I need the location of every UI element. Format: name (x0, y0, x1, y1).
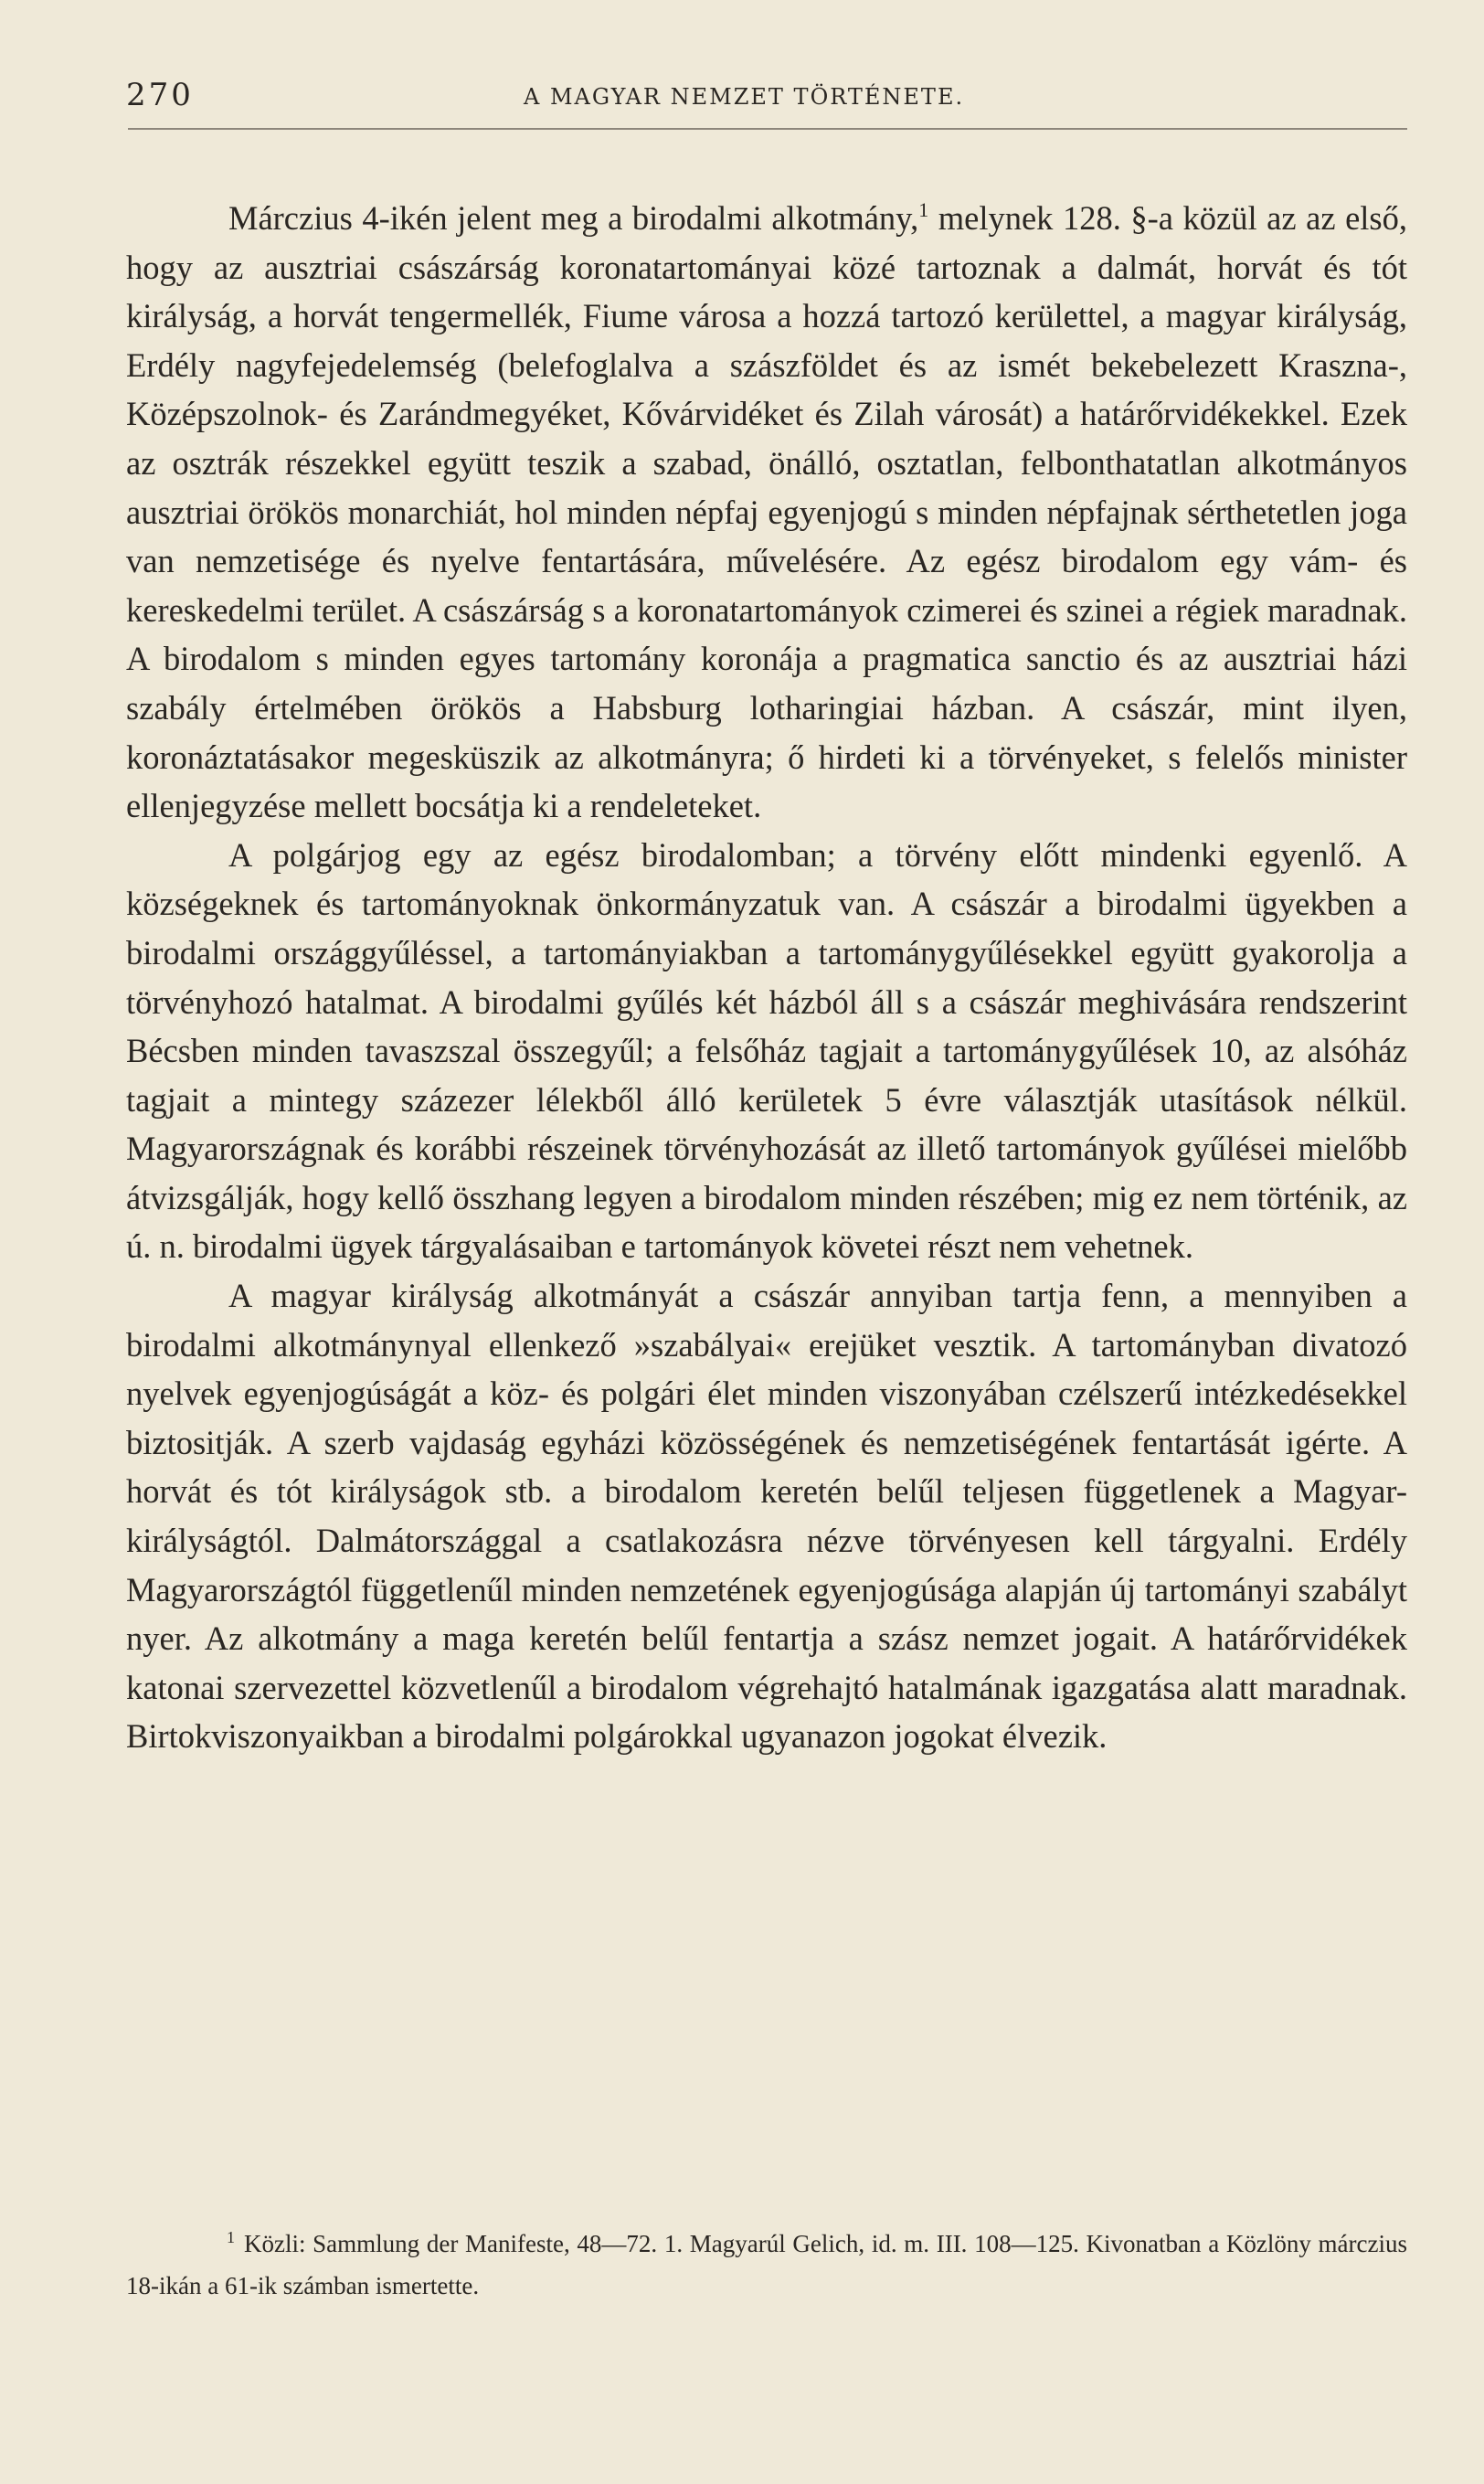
page-header (126, 77, 1405, 122)
footnote-reference: 1 (918, 198, 929, 221)
paragraph-text: Márczius 4-ikén jelent meg a birodalmi alkotmány, (228, 199, 919, 237)
paragraph: A magyar királyság alkotmányát a császár annyiban tartja fenn, a mennyiben a birodalmi alkotmánynyal ellenkező »szabályai« erejüket vesztik. A tartományban divatozó nyelvek egyenjogúságát a köz- és polgári élet minden viszonyában czélszerű intézkedésekkel biztositják. A szerb vajdaság egyházi közösségének és nemzetiségének fentartását igérte. A horvát és tót királyságok stb. a birodalom keretén belűl teljesen függetlenek a Magyar-királyságtól. Dalmátországgal a csatlakozásra nézve törvényesen kell tárgyalni. Erdély Magyarországtól függetlenűl minden nemzetének egyenjogúsága alapján új tartományi szabályt nyer. Az alkotmány a maga keretén belűl fentartja a szász nemzet jogait. A határőrvidékek katonai szervezettel közvetlenűl a birodalom végrehajtó hatalmának igazgatása alatt maradnak. Birtokviszonyaikban a birodalmi polgárokkal ugyanazon jogokat élvezik. (126, 1277, 1407, 1756)
body-text (126, 194, 1407, 1761)
page-number: 270 (126, 77, 194, 113)
footnote-text: Közli: Sammlung der Manifeste, 48—72. 1. Magyarúl Gelich, id. m. III. 108—125. Kivonatban a Közlöny márczius 18-ikán a 61-ik számban ismertette. (126, 2230, 1407, 2299)
running-title: A MAGYAR NEMZET TÖRTÉNETE. (524, 84, 965, 110)
footnotes (126, 2223, 1407, 2307)
paragraph (126, 194, 1407, 831)
footnote (126, 2223, 1407, 2307)
paragraph: A polgárjog egy az egész birodalomban; a törvény előtt mindenki egyenlő. A községeknek és tartományoknak önkormányzatuk van. A császár a birodalmi ügyekben a birodalmi országgyűléssel, a tartományiakban a tartománygyűlésekkel együtt gyakorolja a törvényhozó hatalmat. A birodalmi gyűlés két házból áll s a császár meghivására rendszerint Bécsben minden tavaszszal összegyűl; a felsőház tagjait a tartománygyűlések 10, az alsóház tagjait a mintegy százezer lélekből álló kerületek 5 évre választják utasítások nélkül. Magyarországnak és korábbi részeinek törvényhozását az illető tartományok gyűlései mielőbb átvizsgálják, hogy kellő összhang legyen a birodalom minden részében; mig ez nem történik, az ú. n. birodalmi ügyek tárgyalásaiban e tartományok követei részt nem vehetnek. (126, 835, 1407, 1266)
footnote-mark: 1 (227, 2228, 235, 2246)
header-rule (128, 128, 1407, 130)
paragraph-text: melynek 128. §-a közül az az első, hogy az ausztriai császárság koronatartományai közé tartoznak a dalmát, horvát és tót királyság, a horvát tengermellék, Fiume városa a hozzá tartozó kerülettel, a magyar királyság, Erdély nagyfejedelemség (belefoglalva a szászföldet és az ismét bekebelezett Kraszna-, Középszolnok- és Zarándmegyéket, Kővárvidéket és Zilah városát) a határőrvidékekkel. Ezek az osztrák részekkel együtt teszik a szabad, önálló, osztatlan, felbonthatatlan alkotmányos ausztriai örökös monarchiát, hol minden népfaj egyenjogú s minden népfajnak sérthetetlen joga van nemzetisége és nyelve fentartására, művelésére. Az egész birodalom egy vám- és kereskedelmi terület. A császárság s a koronatartományok czimerei és szinei a régiek maradnak. A birodalom s minden egyes tartomány koronája a pragmatica sanctio és az ausztriai házi szabály értelmében örökös a Habsburg lotharingiai házban. A császár, mint ilyen, koronáztatásakor megesküszik az alkotmányra; ő hirdeti ki a törvényeket, s felelős minister ellenjegyzése mellett bocsátja ki a rendeleteket. (126, 199, 1407, 825)
